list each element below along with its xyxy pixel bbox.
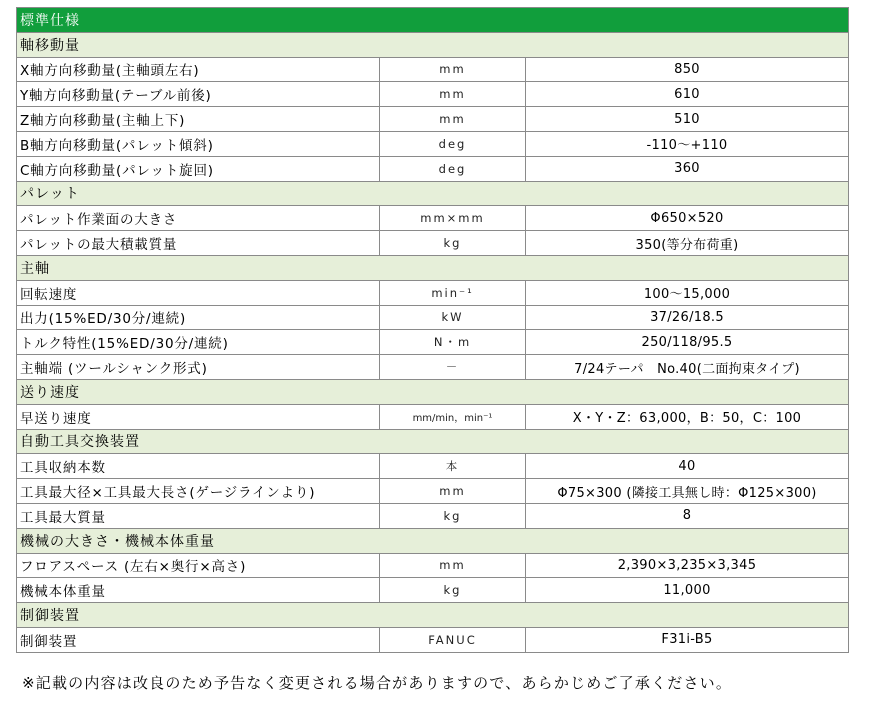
section-heading: 軸移動量 bbox=[17, 32, 849, 57]
section-heading: パレット bbox=[17, 181, 849, 206]
spec-value-cell: 37/26/18.5 bbox=[526, 305, 849, 330]
spec-item-cell: パレットの最大積載質量 bbox=[17, 231, 380, 256]
section-heading: 機械の大きさ・機械本体重量 bbox=[17, 528, 849, 553]
table-row bbox=[17, 355, 849, 380]
section-row bbox=[17, 255, 849, 280]
table-title: 標準仕様 bbox=[17, 8, 849, 33]
table-row bbox=[17, 107, 849, 132]
table-row bbox=[17, 454, 849, 479]
title-row bbox=[17, 8, 849, 33]
table-row bbox=[17, 553, 849, 578]
spec-unit-cell: min⁻¹ bbox=[380, 280, 526, 305]
table-row bbox=[17, 578, 849, 603]
spec-item-cell: 制御装置 bbox=[17, 627, 380, 652]
spec-value-cell: 100～15,000 bbox=[526, 280, 849, 305]
section-row bbox=[17, 528, 849, 553]
spec-value-cell: 610 bbox=[526, 82, 849, 107]
table-row bbox=[17, 280, 849, 305]
spec-item-cell: 回転速度 bbox=[17, 280, 380, 305]
section-row bbox=[17, 181, 849, 206]
spec-item-cell: Y軸方向移動量(テーブル前後) bbox=[17, 82, 380, 107]
spec-unit-cell: kg bbox=[380, 578, 526, 603]
table-row bbox=[17, 156, 849, 181]
spec-value-cell: -110～+110 bbox=[526, 131, 849, 156]
spec-unit-cell: mm bbox=[380, 553, 526, 578]
spec-value-cell: 2,390×3,235×3,345 bbox=[526, 553, 849, 578]
spec-value-cell: 7/24テーパ No.40(二面拘束タイプ) bbox=[526, 355, 849, 380]
spec-value-cell: 11,000 bbox=[526, 578, 849, 603]
spec-table bbox=[16, 7, 849, 653]
spec-item-cell: 早送り速度 bbox=[17, 404, 380, 429]
spec-value-cell: 8 bbox=[526, 503, 849, 528]
table-row bbox=[17, 479, 849, 504]
table-row bbox=[17, 231, 849, 256]
table-row bbox=[17, 131, 849, 156]
spec-value-cell: 510 bbox=[526, 107, 849, 132]
spec-value-cell: 350(等分布荷重) bbox=[526, 231, 849, 256]
section-row bbox=[17, 429, 849, 454]
spec-item-cell: フロアスペース (左右×奥行×高さ) bbox=[17, 553, 380, 578]
spec-value-cell: Φ650×520 bbox=[526, 206, 849, 231]
spec-unit-cell: mm×mm bbox=[380, 206, 526, 231]
table-row bbox=[17, 57, 849, 82]
spec-value-cell: Φ75×300 (隣接工具無し時：Φ125×300) bbox=[526, 479, 849, 504]
section-heading: 送り速度 bbox=[17, 379, 849, 404]
spec-unit-cell: mm/min，min⁻¹ bbox=[380, 404, 526, 429]
section-row bbox=[17, 603, 849, 628]
table-row bbox=[17, 330, 849, 355]
spec-item-cell: C軸方向移動量(パレット旋回) bbox=[17, 156, 380, 181]
spec-value-cell: 360 bbox=[526, 156, 849, 181]
section-heading: 制御装置 bbox=[17, 603, 849, 628]
spec-item-cell: 工具最大径×工具最大長さ(ゲージラインより) bbox=[17, 479, 380, 504]
table-row bbox=[17, 82, 849, 107]
spec-item-cell: パレット作業面の大きさ bbox=[17, 206, 380, 231]
spec-unit-cell: deg bbox=[380, 131, 526, 156]
table-row bbox=[17, 503, 849, 528]
spec-unit-cell: 本 bbox=[380, 454, 526, 479]
spec-item-cell: 工具最大質量 bbox=[17, 503, 380, 528]
table-row bbox=[17, 404, 849, 429]
spec-item-cell: B軸方向移動量(パレット傾斜) bbox=[17, 131, 380, 156]
section-heading: 自動工具交換装置 bbox=[17, 429, 849, 454]
spec-value-cell: 40 bbox=[526, 454, 849, 479]
spec-unit-cell: deg bbox=[380, 156, 526, 181]
table-row bbox=[17, 305, 849, 330]
spec-value-cell: X・Y・Z：63,000，B：50，C：100 bbox=[526, 404, 849, 429]
spec-item-cell: X軸方向移動量(主軸頭左右) bbox=[17, 57, 380, 82]
spec-value-cell: 250/118/95.5 bbox=[526, 330, 849, 355]
spec-item-cell: Z軸方向移動量(主軸上下) bbox=[17, 107, 380, 132]
disclaimer-note: ※記載の内容は改良のため予告なく変更される場合がありますので、あらかじめご了承ください。 bbox=[22, 674, 733, 692]
spec-unit-cell: kW bbox=[380, 305, 526, 330]
spec-unit-cell: N・m bbox=[380, 330, 526, 355]
table-row bbox=[17, 206, 849, 231]
spec-value-cell: 850 bbox=[526, 57, 849, 82]
spec-item-cell: トルク特性(15%ED/30分/連続) bbox=[17, 330, 380, 355]
spec-table-body bbox=[17, 8, 849, 653]
section-row bbox=[17, 379, 849, 404]
spec-unit-cell: kg bbox=[380, 231, 526, 256]
section-heading: 主軸 bbox=[17, 255, 849, 280]
spec-unit-cell: mm bbox=[380, 57, 526, 82]
section-row bbox=[17, 32, 849, 57]
spec-value-cell: F31i-B5 bbox=[526, 627, 849, 652]
spec-item-cell: 工具収納本数 bbox=[17, 454, 380, 479]
spec-unit-cell: mm bbox=[380, 107, 526, 132]
table-row bbox=[17, 627, 849, 652]
spec-unit-cell: mm bbox=[380, 479, 526, 504]
spec-unit-cell: FANUC bbox=[380, 627, 526, 652]
spec-unit-cell: kg bbox=[380, 503, 526, 528]
spec-unit-cell: mm bbox=[380, 82, 526, 107]
spec-item-cell: 主軸端 (ツールシャンク形式) bbox=[17, 355, 380, 380]
spec-item-cell: 機械本体重量 bbox=[17, 578, 380, 603]
spec-item-cell: 出力(15%ED/30分/連続) bbox=[17, 305, 380, 330]
spec-unit-cell: － bbox=[380, 355, 526, 380]
